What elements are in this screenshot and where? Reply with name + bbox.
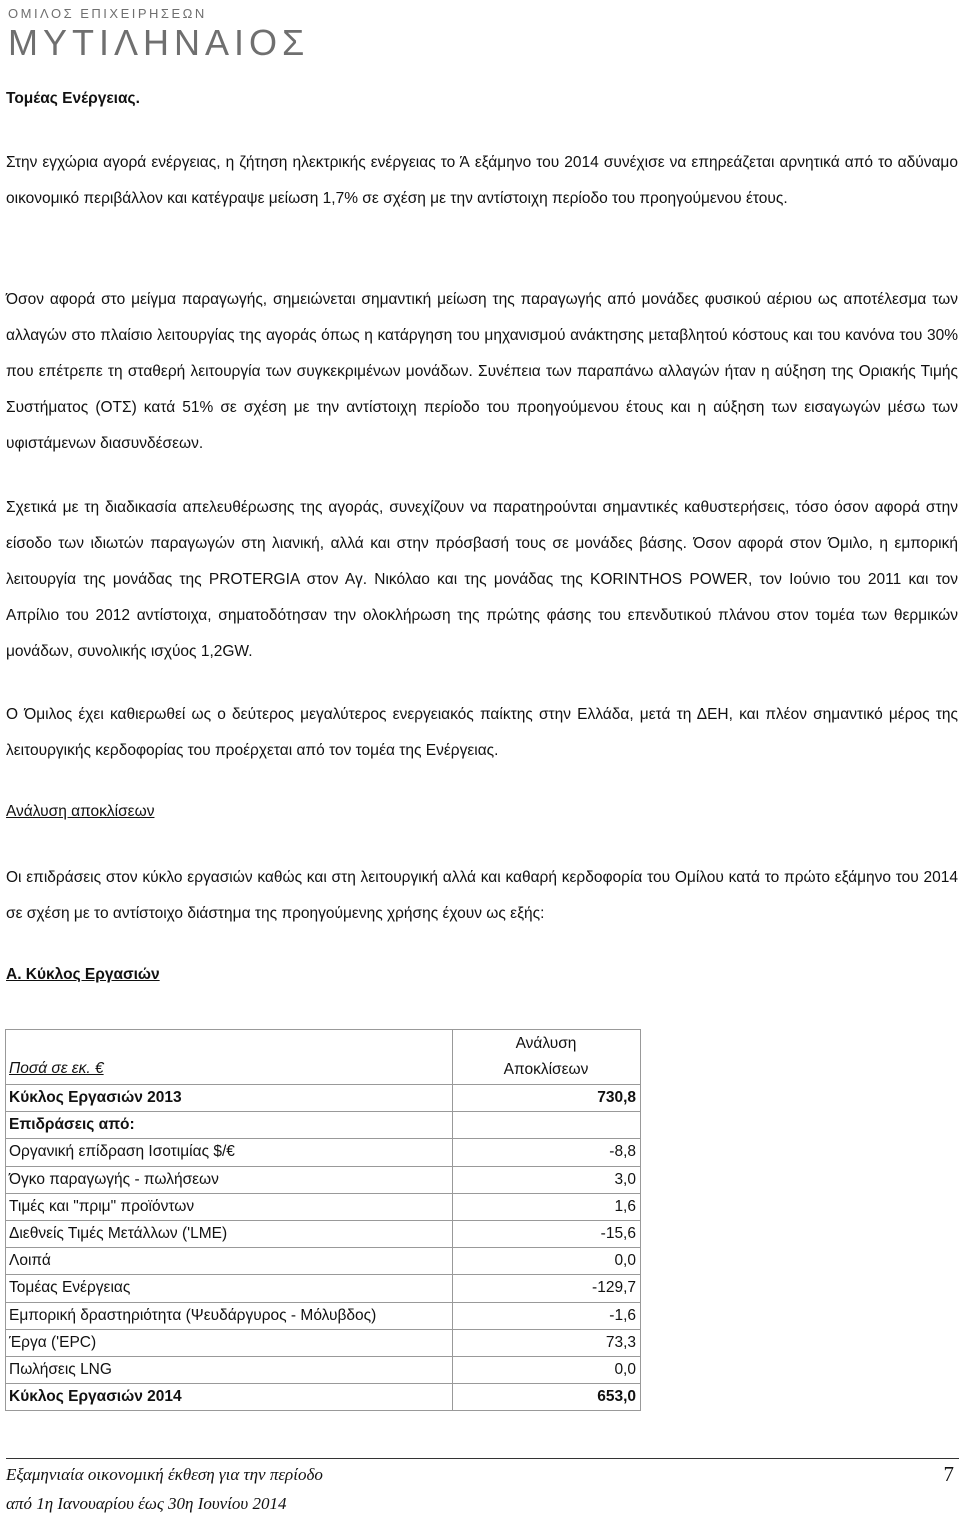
footer-report-period: από 1η Ιανουαρίου έως 30η Ιουνίου 2014: [6, 1494, 287, 1513]
logo-group-text: ΟΜΙΛΟΣ ΕΠΙΧΕΙΡΗΣΕΩΝ: [8, 6, 207, 21]
row-label: Κύκλος Εργασιών 2014: [6, 1384, 453, 1411]
paragraph-liberalisation: Σχετικά με τη διαδικασία απελευθέρωσης της αγοράς, συνεχίζουν να παρατηρούνται σημαντικές καθυστερήσεις, τόσο όσον αφορά στην είσοδο των ιδιωτών παραγωγών στη λιανική, αλλά και στην πρόσβασή τους σε μονάδες βάσης. Όσον αφορά στον Όμιλο, η εμπορική λειτουργία της μονάδας της PROTERGIA στον Αγ. Νικόλαο και της μονάδας της KORINTHOS POWER, τον Ιούνιο του 2011 και τον Απρίλιο του 2012 αντίστοιχα, σηματοδότησαν την ολοκλήρωση της πρώτης φάσης του επενδυτικού πλάνου στον τομέα των θερμικών μονάδων, συνολικής ισχύος 1,2GW.: [6, 499, 958, 660]
row-value: 3,0: [453, 1166, 641, 1193]
heading-turnover: Α. Κύκλος Εργασιών: [6, 966, 160, 983]
table-row: [6, 1329, 641, 1356]
row-label: Οργανική επίδραση Ισοτιμίας $/€: [6, 1139, 453, 1166]
table-row: [6, 1220, 641, 1247]
table-row: [6, 1384, 641, 1411]
row-label: Έργα ('EPC): [6, 1329, 453, 1356]
paragraph-effects-intro: Οι επιδράσεις στον κύκλο εργασιών καθώς και στη λειτουργική αλλά και καθαρή κερδοφορία του Ομίλου κατά το πρώτο εξάμηνο του 2014 σε σχέση με το αντίστοιχο διάστημα της προηγούμενης χρήσης έχουν ως εξής:: [6, 869, 958, 922]
table-row: [6, 1193, 641, 1220]
row-value: -1,6: [453, 1302, 641, 1329]
paragraph-demand: Στην εγχώρια αγορά ενέργειας, η ζήτηση ηλεκτρικής ενέργειας το Ά εξάμηνο του 2014 συνέχισε να επηρεάζεται αρνητικά από το αδύναμο οικονομικό περιβάλλον και κατέγραψε μείωση 1,7% σε σχέση με την αντίστοιχη περίοδο του προηγούμενου έτους.: [6, 154, 958, 207]
footer-divider: [6, 1458, 959, 1459]
row-label: Επιδράσεις από:: [6, 1112, 453, 1139]
table-row: [6, 1275, 641, 1302]
table-row: [6, 1248, 641, 1275]
table-row: [6, 1302, 641, 1329]
row-label: Πωλήσεις LNG: [6, 1356, 453, 1383]
paragraph-group-position: Ο Όμιλος έχει καθιερωθεί ως ο δεύτερος μεγαλύτερος ενεργειακός παίκτης στην Ελλάδα, μετά τη ΔΕΗ, και πλέον σημαντικό μέρος της λειτουργικής κερδοφορίας του προέρχεται από τον τομέα της Ενέργειας.: [6, 706, 958, 759]
row-value: [453, 1112, 641, 1139]
row-value: 0,0: [453, 1356, 641, 1383]
table-row: [6, 1356, 641, 1383]
row-label: Διεθνείς Τιμές Μετάλλων ('LME): [6, 1220, 453, 1247]
table-row: [6, 1139, 641, 1166]
table-row: [6, 1112, 641, 1139]
logo-company-name: ΜΥΤΙΛΗΝΑΙΟΣ: [8, 22, 310, 63]
table-header-row: [6, 1030, 641, 1085]
column-header-line1: Ανάλυση: [515, 1035, 577, 1052]
footer-report-title: Εξαμηνιαία οικονομική έκθεση για την περίοδο: [6, 1465, 323, 1484]
page-number: 7: [943, 1462, 954, 1486]
section-title: Τομέας Ενέργειας.: [6, 90, 140, 107]
row-label: Τομέας Ενέργειας: [6, 1275, 453, 1302]
row-value: -8,8: [453, 1139, 641, 1166]
row-label: Όγκο παραγωγής - πωλήσεων: [6, 1166, 453, 1193]
row-label: Κύκλος Εργασιών 2013: [6, 1085, 453, 1112]
row-value: 653,0: [453, 1384, 641, 1411]
row-value: 0,0: [453, 1248, 641, 1275]
column-header-line2: Αποκλίσεων: [503, 1061, 589, 1078]
row-value: 73,3: [453, 1329, 641, 1356]
table-unit-label: Ποσά σε εκ. €: [6, 1030, 453, 1085]
table-column-header: [453, 1030, 641, 1085]
row-value: 1,6: [453, 1193, 641, 1220]
row-value: -15,6: [453, 1220, 641, 1247]
row-label: Εμπορική δραστηριότητα (Ψευδάργυρος - Μόλυβδος): [6, 1302, 453, 1329]
row-value: 730,8: [453, 1085, 641, 1112]
paragraph-production-mix: Όσον αφορά στο μείγμα παραγωγής, σημειώνεται σημαντική μείωση της παραγωγής από μονάδες φυσικού αέριου ως αποτέλεσμα των αλλαγών στο πλαίσιο λειτουργίας της αγοράς όπως η κατάργηση του μηχανισμού ανάκτησης μεταβλητού κόστους και του κανόνα του 30% που επέτρεπε τη σταθερή λειτουργία των συγκεκριμένων μονάδων. Συνέπεια των παραπάνω αλλαγών ήταν η αύξηση της Οριακής Τιμής Συστήματος (ΟΤΣ) κατά 51% σε σχέση με την αντίστοιχη περίοδο του προηγούμενου έτους και η αύξηση των εισαγωγών μέσω των υφιστάμενων διασυνδέσεων.: [6, 291, 958, 452]
table-row: [6, 1085, 641, 1112]
row-value: -129,7: [453, 1275, 641, 1302]
row-label: Τιμές και "πριμ" προϊόντων: [6, 1193, 453, 1220]
heading-variance-analysis: Ανάλυση αποκλίσεων: [6, 803, 155, 820]
turnover-variance-table: [5, 1029, 641, 1411]
row-label: Λοιπά: [6, 1248, 453, 1275]
table-row: [6, 1166, 641, 1193]
company-logo: [8, 6, 310, 63]
